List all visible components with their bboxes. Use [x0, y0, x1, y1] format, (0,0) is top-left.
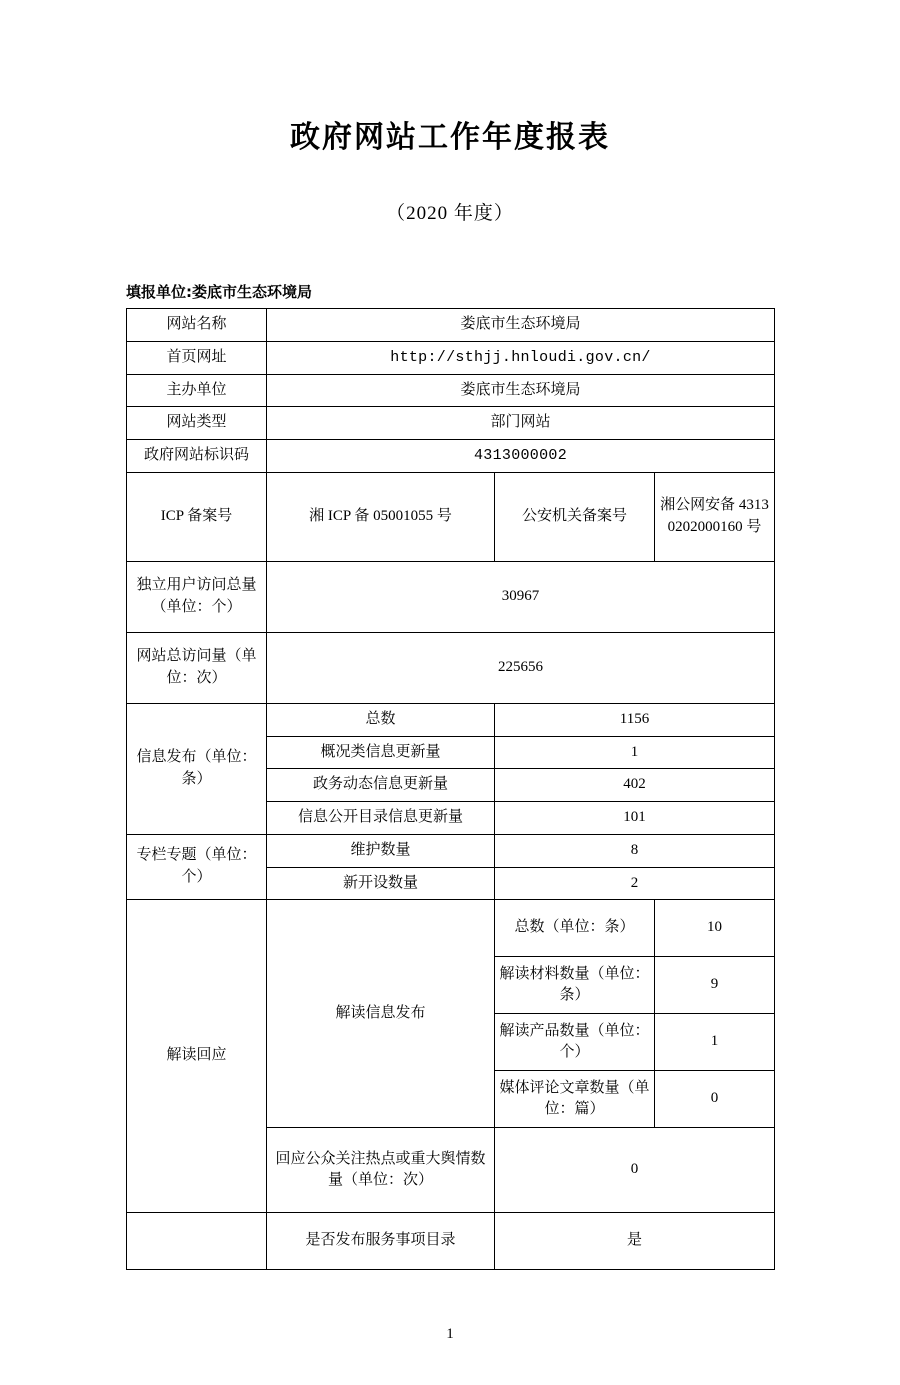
publish-label: 信息发布（单位：条） [127, 703, 267, 834]
interpret-row-name: 解读材料数量（单位：条） [495, 957, 655, 1014]
homepage-value: http://sthjj.hnloudi.gov.cn/ [267, 341, 775, 374]
interpret-response-label: 解读回应 [127, 900, 267, 1213]
publish-row-name: 信息公开目录信息更新量 [267, 802, 495, 835]
table-row [127, 900, 775, 957]
table-row [127, 472, 775, 561]
table-row [127, 561, 775, 632]
interpret-row-value: 9 [655, 957, 775, 1014]
table-row [127, 440, 775, 473]
site-name-label: 网站名称 [127, 309, 267, 342]
interpret-row-name: 总数（单位：条） [495, 900, 655, 957]
police-record-value: 湘公网安备 43130202000160 号 [655, 472, 775, 561]
filer-unit-label: 填报单位:娄底市生态环境局 [126, 283, 312, 301]
site-type-label: 网站类型 [127, 407, 267, 440]
host-unit-value: 娄底市生态环境局 [267, 374, 775, 407]
unique-visitors-value: 30967 [267, 561, 775, 632]
table-row [127, 1213, 775, 1270]
table-row [127, 632, 775, 703]
host-unit-label: 主办单位 [127, 374, 267, 407]
empty-cell [127, 1213, 267, 1270]
special-row-value: 8 [495, 834, 775, 867]
table-row [127, 834, 775, 867]
table-row [127, 341, 775, 374]
page-subtitle: （2020 年度） [386, 203, 514, 224]
icp-label: ICP 备案号 [127, 472, 267, 561]
unique-visitors-label: 独立用户访问总量（单位：个） [127, 561, 267, 632]
special-row-name: 维护数量 [267, 834, 495, 867]
total-visits-label: 网站总访问量（单位：次） [127, 632, 267, 703]
publish-row-value: 402 [495, 769, 775, 802]
interpret-row-value: 0 [655, 1071, 775, 1128]
service-directory-label: 是否发布服务事项目录 [267, 1213, 495, 1270]
police-record-label: 公安机关备案号 [495, 472, 655, 561]
hotspot-response-label: 回应公众关注热点或重大舆情数量（单位：次） [267, 1128, 495, 1213]
hotspot-response-value: 0 [495, 1128, 775, 1213]
gov-code-label: 政府网站标识码 [127, 440, 267, 473]
special-row-value: 2 [495, 867, 775, 900]
site-type-value: 部门网站 [267, 407, 775, 440]
table-row [127, 703, 775, 736]
interpret-row-value: 1 [655, 1014, 775, 1071]
table-row [127, 374, 775, 407]
icp-value: 湘 ICP 备 05001055 号 [267, 472, 495, 561]
interpret-publish-label: 解读信息发布 [267, 900, 495, 1128]
publish-row-value: 101 [495, 802, 775, 835]
table-row [127, 309, 775, 342]
publish-row-value: 1156 [495, 703, 775, 736]
special-column-label: 专栏专题（单位：个） [127, 834, 267, 900]
annual-report-table [126, 308, 775, 1270]
table-row [127, 407, 775, 440]
total-visits-value: 225656 [267, 632, 775, 703]
publish-row-value: 1 [495, 736, 775, 769]
interpret-row-name: 媒体评论文章数量（单位：篇） [495, 1071, 655, 1128]
page-title: 政府网站工作年度报表 [290, 120, 610, 155]
site-name-value: 娄底市生态环境局 [267, 309, 775, 342]
page-number: 1 [446, 1326, 454, 1342]
homepage-label: 首页网址 [127, 341, 267, 374]
gov-code-value: 4313000002 [267, 440, 775, 473]
publish-row-name: 概况类信息更新量 [267, 736, 495, 769]
document-page [0, 112, 900, 1385]
service-directory-value: 是 [495, 1213, 775, 1270]
interpret-row-value: 10 [655, 900, 775, 957]
publish-row-name: 总数 [267, 703, 495, 736]
interpret-row-name: 解读产品数量（单位：个） [495, 1014, 655, 1071]
special-row-name: 新开设数量 [267, 867, 495, 900]
publish-row-name: 政务动态信息更新量 [267, 769, 495, 802]
